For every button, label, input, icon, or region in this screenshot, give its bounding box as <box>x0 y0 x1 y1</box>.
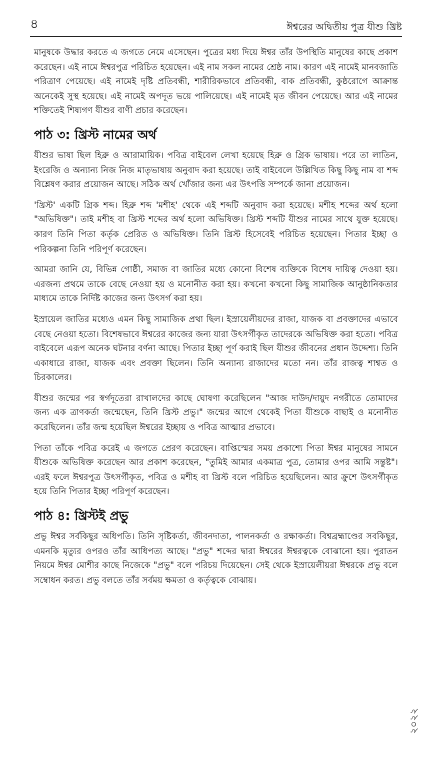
paragraph: পিতা তাঁকে পবিত্র করেই এ জগতে প্রেরণ করেছেন। বাপ্তিস্মের সময় প্রকাশ্যে পিতা ঈশ্বর মানুষের সামনে যীশুকে অভিষিক্ত করেছেন আর প্রকাশ করেছেন, "তুমিই আমার একমাত্র পুত্র, তোমার ওপর আমি সন্তুষ্ট"। এরই ফলে ঈশ্বরপুত্র উৎসর্গীকৃত, পবিত্র ও মশীহ বা খ্রিস্ট বলে পরিচিত হয়েছিলেন। আর ক্রুশে উৎসর্গীকৃত হয়ে তিনি পিতার ইচ্ছা পরিপূর্ণ করেছেন। <box>34 443 398 498</box>
paragraph: আমরা জানি যে, বিভিন্ন গোষ্ঠী, সমাজ বা জাতির মধ্যে কোনো বিশেষ ব্যক্তিকে বিশেষ দায়িত্ব দেওয়া হয়। এরজন্য প্রথমে তাকে বেছে নেওয়া হয় ও মনোনীত করা হয়। কখনো কখনো কিছু সামাজিক আনুষ্ঠানিকতার মাধ্যমে তাকে নির্দিষ্ট কাজের জন্য উৎসর্গ করা হয়। <box>34 265 398 305</box>
paragraph: যীশুর জন্মের পর স্বর্গদূতেরা রাখালদের কাছে ঘোষণা করেছিলেন "আজ দাউদ/দায়ুদ নগরীতে তোমাদের জন্য এক ত্রাণকর্তা জন্মেছেন, তিনি খ্রিস্ট প্রভু।" জন্মের আগে থেকেই পিতা যীশুকে বাছাই ও মনোনীত করেছিলেন। তাঁর জন্ম হয়েছিল ঈশ্বরের ইচ্ছায় ও পবিত্র আত্মার প্রভাবে। <box>34 393 398 434</box>
page-content <box>34 46 398 746</box>
page-number: ৪ <box>30 17 39 32</box>
paragraph: ইস্রায়েল জাতির মধ্যেও এমন কিছু সামাজিক প্রথা ছিল। ইস্রায়েলীয়দের রাজা, যাজক বা প্রবক্তাদের এভাবে বেছে নেওয়া হতো। বিশেষভাবে ঈশ্বরের কাজের জন্য যারা উৎসর্গীকৃত তাদেরকে অভিষিক্ত করা হতো। পবিত্র বাইবেলে এরূপ অনেক ঘটনার বর্ণনা আছে। পিতার ইচ্ছা পূর্ণ করাই ছিল যীশুর জীবনের প্রধান উদ্দেশ্য। তিনি একাধারে রাজা, যাজক এবং প্রবক্তা ছিলেন। তিনি অন্যান্য রাজাদের মতো নন। তাঁর রাজত্ব শাশ্বত ও চিরকালের। <box>34 314 398 384</box>
paragraph: 'খ্রিস্ট' একটি গ্রিক শব্দ। হিব্রু শব্দ 'মশীহ' থেকে এই শব্দটি অনুবাদ করা হয়েছে। মশীহ শব্দের অর্থ হলো "অভিষিক্ত"। তাই মশীহ বা খ্রিস্ট শব্দের অর্থ হলো অভিষিক্ত। খ্রিস্ট শব্দটি যীশুর নামের সাথে যুক্ত হয়েছে। কারণ তিনি পিতা কর্তৃক প্রেরিত ও অভিষিক্ত। তিনি খ্রিস্ট হিসেবেই পরিচিত হয়েছেন। পিতার ইচ্ছা ও পরিকল্পনা তিনি পরিপূর্ণ করেছেন। <box>34 200 398 255</box>
paragraph: মানুষকে উদ্ধার করতে এ জগতে নেমে এসেছেন। পুত্রের মধ্য দিয়ে ঈশ্বর তাঁর উপস্থিতি মানুষের কাছে প্রকাশ করেছেন। এই নামে ঈশ্বরপুত্র পরিচিত হয়েছেন। এই নাম সকল নামের শ্রেষ্ঠ নাম। কারণ এই নামেই মানবজাতি পরিত্রাণ পেয়েছে। এই নামেই দৃষ্টি প্রতিবন্ধী, শারীরিকভাবে প্রতিবন্ধী, বাক প্রতিবন্ধী, কুষ্ঠরোগে আক্রান্ত অনেকেই সুস্থ হয়েছে। এই নামেই অপদূত ভয়ে পালিয়েছে। এই নামেই মৃত জীবন পেয়েছে। আর এই নামের শক্তিতেই শিষ্যগণ যীশুর বাণী প্রচার করেছেন। <box>34 48 398 117</box>
section-heading: পাঠ ৩: খ্রিস্ট নামের অর্থ <box>34 126 157 142</box>
page-header <box>30 16 402 37</box>
side-page-marker: ২০২২ <box>409 707 420 734</box>
running-title: ঈশ্বরের অদ্বিতীয় পুত্র যীশু খ্রিষ্ট <box>286 22 402 33</box>
paragraph: যীশুর ভাষা ছিল হিব্রু ও আরামায়িক। পবিত্র বাইবেল লেখা হয়েছে হিব্রু ও গ্রিক ভাষায়। পরে তা লাতিন, ইংরেজি ও অন্যান্য নিজ নিজ মাতৃভাষায় অনুবাদ করা হয়েছে। তাই বাইবেলে উল্লিখিত কিছু কিছু নাম বা শব্দ বিশ্লেষণ করার প্রয়োজন আছে। সঠিক অর্থ খোঁজার জন্য এর উৎপত্তি সম্পর্কে জানা প্রয়োজন। <box>34 150 398 191</box>
paragraph: প্রভু ঈশ্বর সর্বকিছুর অধিপতি। তিনি সৃষ্টিকর্তা, জীবনদাতা, পালনকর্তা ও রক্ষাকর্তা। বিশ্বব্রহ্মাণ্ডের সবকিছুর, এমনকি মৃত্যুর ওপরও তাঁর আধিপত্য আছে। "প্রভু" শব্দের দ্বারা ঈশ্বরের ঈশ্বরত্বকে বোঝানো হয়। পুরাতন নিয়মে ঈশ্বর মোশীর কাছে নিজেকে "প্রভু" বলে পরিচয় দিয়েছেন। সেই থেকে ইস্রায়েলীয়রা ঈশ্বরকে প্রভু বলে সম্বোধন করত। প্রভু বলতে তাঁর সর্বময় ক্ষমতা ও কর্তৃত্বকে বোঝায়। <box>34 532 398 586</box>
section-heading: পাঠ ৪: খ্রিস্টই প্রভু <box>34 508 129 524</box>
